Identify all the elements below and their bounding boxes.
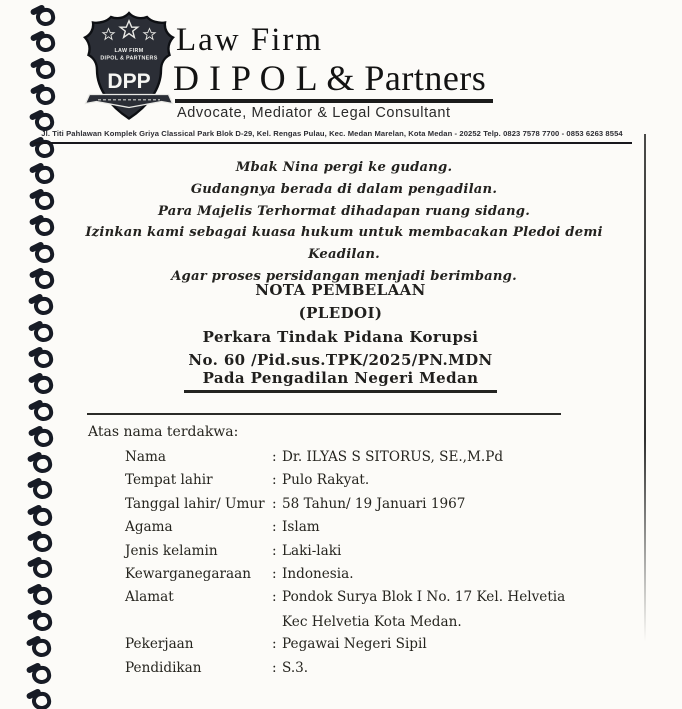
- field-colon: :: [272, 449, 277, 465]
- binder-coil-icon: [27, 584, 55, 601]
- badge-acronym: DPP: [107, 70, 151, 93]
- binder-coil-icon: [27, 505, 55, 522]
- binder-coil-icon: [28, 321, 56, 338]
- field-row-pendidikan: [125, 660, 595, 683]
- motto-line: Gudangnya berada di dalam pengadilan.: [190, 181, 498, 197]
- firm-tagline: Advocate, Mediator & Legal Consultant: [177, 105, 451, 121]
- firm-address: Jl. Titi Pahlawan Komplek Griya Classical Park Blok D-29, Kel. Rengas Pulau, Kec. Medan Marelan, Kota Medan - 20252 Telp. 0823 7578 7700 - 0853 6263 8554: [41, 129, 623, 138]
- spiral-binding: [0, 0, 62, 709]
- defendant-intro: Atas nama terdakwa:: [88, 424, 239, 440]
- binder-coil-icon: [30, 5, 58, 22]
- field-row-agama: [125, 519, 595, 542]
- binder-coil-icon: [28, 347, 56, 364]
- badge-line1: LAW FIRM: [114, 48, 144, 54]
- field-value: Indonesia.: [282, 565, 354, 582]
- binder-coil-icon: [28, 294, 56, 311]
- field-value: Dr. ILYAS S SITORUS, SE.,M.Pd: [282, 449, 504, 465]
- field-colon: :: [272, 589, 277, 606]
- badge-ribbon: [86, 95, 173, 108]
- field-value: Laki-laki: [282, 542, 342, 559]
- binder-coil-icon: [29, 163, 57, 180]
- scan-edge-line: [644, 134, 646, 642]
- badge-line2: DIPOL & PARTNERS: [100, 55, 158, 62]
- section-divider: [87, 413, 561, 415]
- binder-coil-icon: [28, 426, 56, 443]
- case-type: Perkara Tindak Pidana Korupsi: [202, 327, 479, 346]
- binder-coil-icon: [26, 689, 54, 706]
- field-label: Nama: [125, 449, 166, 465]
- field-value: S.3.: [282, 659, 309, 676]
- binder-coil-icon: [29, 110, 57, 127]
- motto-line: Mbak Nina pergi ke gudang.: [235, 160, 453, 175]
- firm-badge-icon: [77, 10, 181, 123]
- field-value: Pulo Rakyat.: [282, 472, 370, 489]
- field-colon: :: [272, 495, 277, 512]
- field-label: Kewarganegaraan: [125, 565, 251, 582]
- field-label: Agama: [125, 519, 173, 536]
- motto-line: Izinkan kami sebagai kuasa hukum untuk membacakan Pledoi demi Keadilan.: [85, 225, 603, 263]
- binder-coil-icon: [27, 610, 55, 627]
- field-value-line1: Pondok Surya Blok I No. 17 Kel. Helvetia: [282, 589, 566, 606]
- case-subtitle: (PLEDOI): [298, 304, 383, 323]
- binder-coil-icon: [29, 242, 57, 259]
- field-colon: :: [272, 659, 277, 676]
- field-colon: :: [272, 542, 277, 559]
- field-row-pekerjaan: [125, 636, 595, 659]
- motto-line: Para Majelis Terhormat dihadapan ruang sidang.: [157, 203, 531, 219]
- binder-coil-icon: [29, 268, 57, 285]
- binder-coil-icon: [28, 373, 56, 390]
- binder-coil-icon: [29, 189, 57, 206]
- field-value: 58 Tahun/ 19 Januari 1967: [282, 495, 466, 512]
- defendant-fields: [125, 449, 595, 683]
- field-label: Tanggal lahir/ Umur: [125, 495, 265, 512]
- firm-name-underline: [175, 99, 493, 103]
- field-value-line2: Kec Helvetia Kota Medan.: [282, 613, 462, 630]
- binder-coil-icon: [27, 557, 55, 574]
- case-number: No. 60 /Pid.sus.TPK/2025/PN.MDN: [188, 351, 493, 370]
- case-court: Pada Pengadilan Negeri Medan: [202, 369, 479, 388]
- field-value: Islam: [282, 519, 320, 536]
- binder-coil-icon: [29, 137, 57, 154]
- field-colon: :: [272, 636, 277, 653]
- firm-type-label: Law Firm: [176, 22, 324, 58]
- field-label: Jenis kelamin: [125, 542, 218, 559]
- field-label: Pendidikan: [125, 659, 202, 676]
- field-row-jenis-kelamin: [125, 543, 595, 566]
- binder-coil-icon: [26, 636, 54, 653]
- field-colon: :: [272, 472, 277, 489]
- field-label: Pekerjaan: [125, 636, 194, 653]
- binder-coil-icon: [26, 663, 54, 680]
- motto-block: [58, 157, 630, 288]
- binder-coil-icon: [28, 400, 56, 417]
- motto-line: Agar proses persidangan menjadi berimbang.: [171, 268, 517, 284]
- binder-coil-icon: [30, 31, 58, 48]
- binder-coil-icon: [27, 531, 55, 548]
- firm-name: D I P O L & Partners: [173, 58, 487, 98]
- field-row-tanggal-lahir: [125, 496, 595, 519]
- binder-coil-icon: [29, 215, 57, 232]
- field-label: Tempat lahir: [125, 472, 213, 489]
- field-row-nama: [125, 449, 595, 472]
- field-value: Pegawai Negeri Sipil: [282, 636, 427, 653]
- field-row-alamat: [125, 589, 595, 636]
- binder-coil-icon: [30, 84, 58, 101]
- case-title-underline: [184, 390, 497, 393]
- binder-coil-icon: [27, 452, 55, 469]
- case-title-block: [88, 281, 593, 393]
- field-colon: :: [272, 565, 277, 582]
- case-title: NOTA PEMBELAAN: [255, 281, 426, 299]
- field-colon: :: [272, 519, 277, 536]
- letterhead-rule: [34, 142, 632, 145]
- field-row-tempat-lahir: [125, 472, 595, 495]
- binder-coil-icon: [27, 478, 55, 495]
- field-label: Alamat: [125, 589, 174, 606]
- field-row-kewarganegaraan: [125, 566, 595, 589]
- binder-coil-icon: [30, 58, 58, 75]
- field-value: [282, 589, 595, 630]
